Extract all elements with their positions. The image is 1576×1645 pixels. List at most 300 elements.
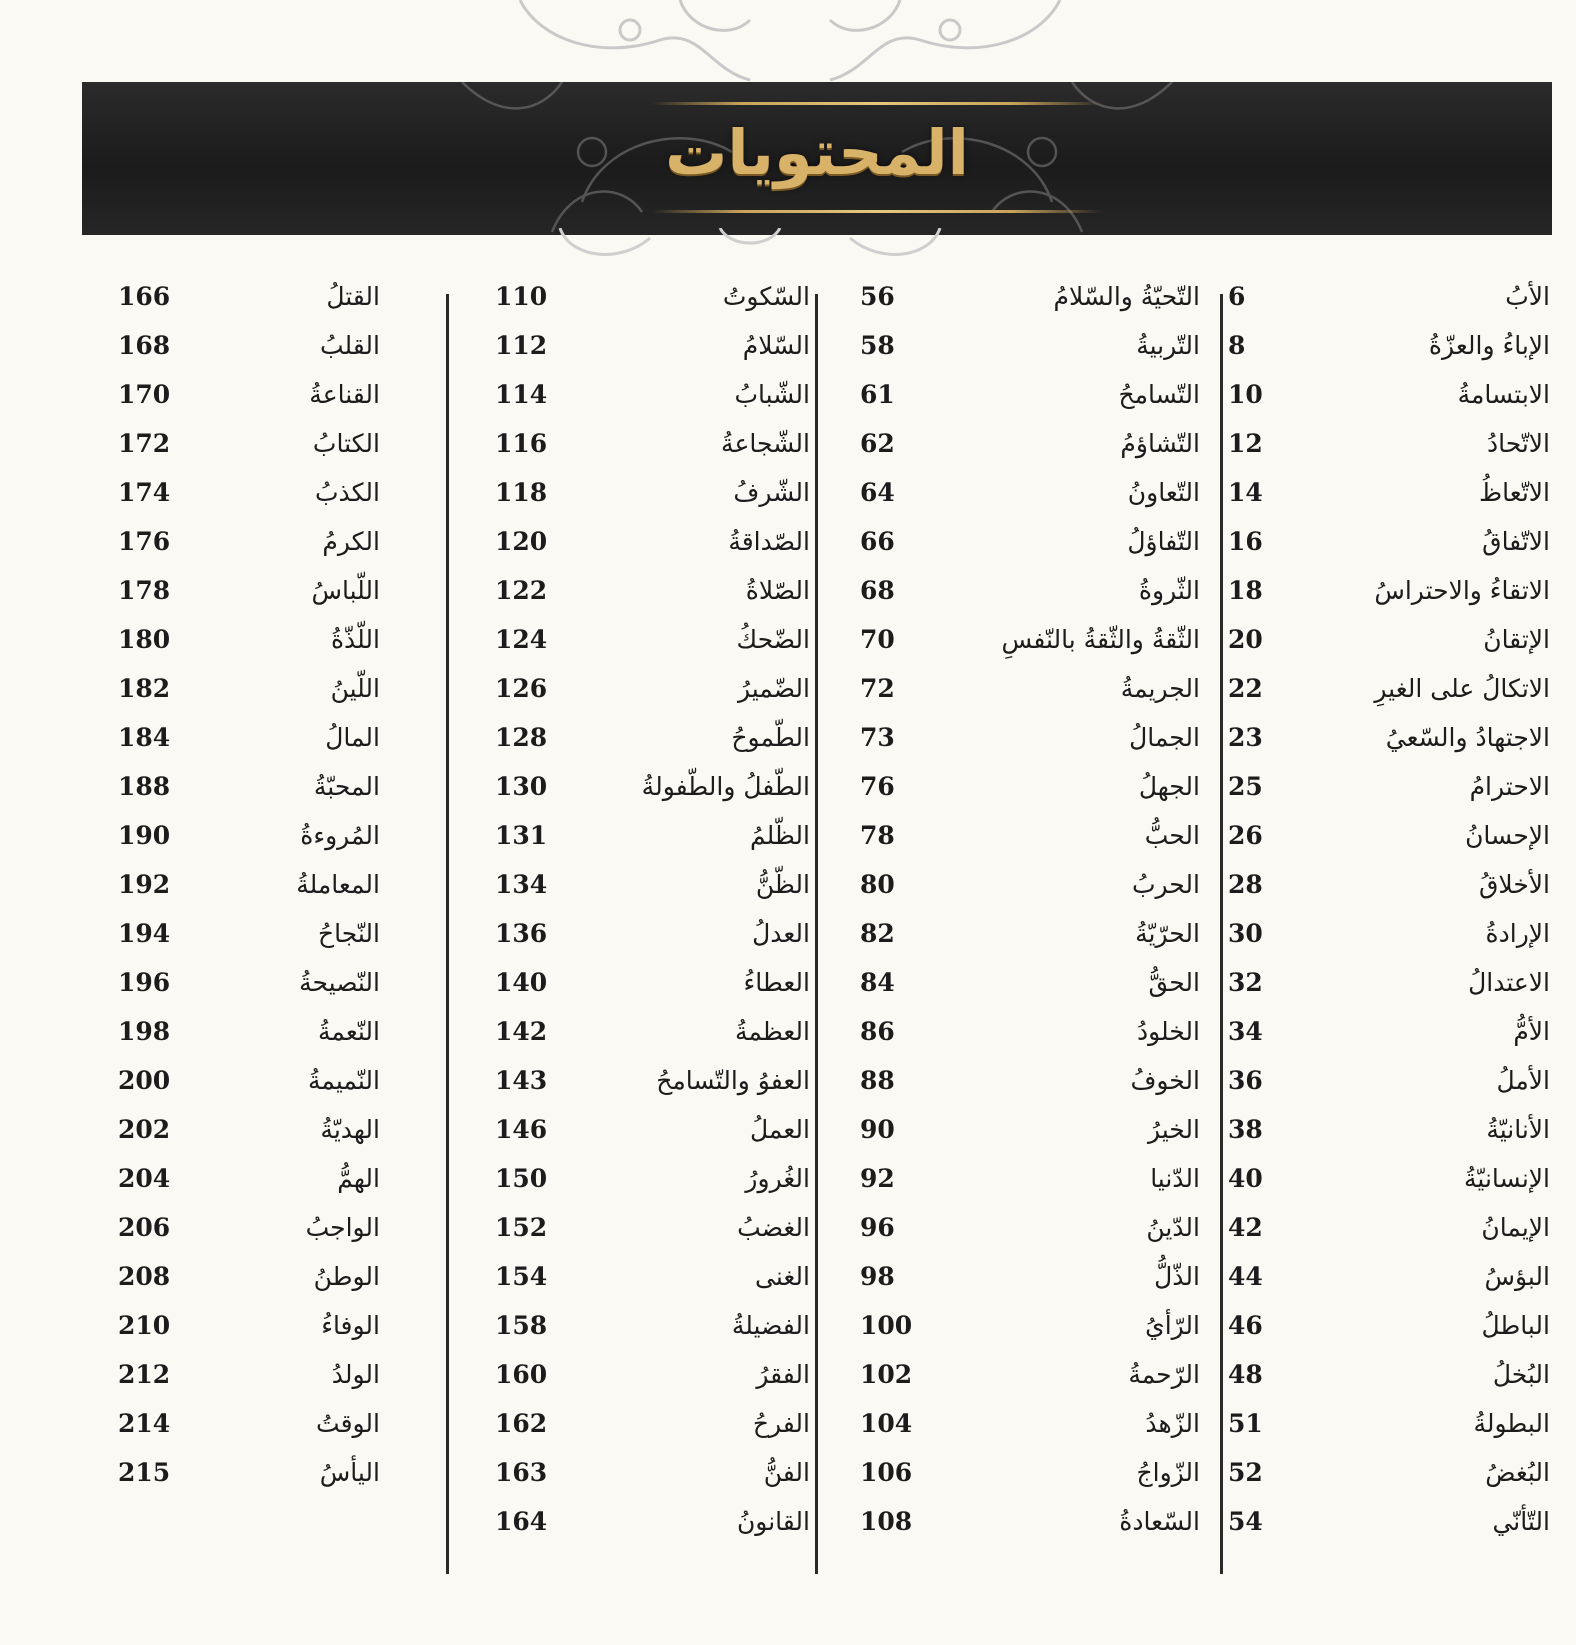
toc-entry	[1220, 821, 1550, 870]
toc-entry	[475, 1213, 810, 1262]
toc-entry	[1220, 870, 1550, 919]
toc-entry-page-number: 194	[118, 919, 171, 948]
toc-entry-page-number: 28	[1228, 870, 1263, 899]
toc-entry	[110, 1213, 380, 1262]
toc-entry-title: الإباءُ والعزّةُ	[1428, 331, 1550, 360]
toc-entry-title: الخلودُ	[1136, 1017, 1200, 1046]
toc-column-3	[475, 282, 810, 1592]
toc-entry-title: البؤسُ	[1484, 1262, 1550, 1291]
toc-entry-title: النّصيحةُ	[299, 968, 380, 997]
toc-entry	[110, 1360, 380, 1409]
toc-entry-title: الحبُّ	[1144, 821, 1200, 850]
toc-entry	[845, 1115, 1200, 1164]
toc-entry-title: البُخلُ	[1492, 1360, 1550, 1389]
toc-entry-title: الإرادةُ	[1485, 919, 1550, 948]
toc-entry	[475, 1507, 810, 1556]
toc-entry-page-number: 52	[1228, 1458, 1263, 1487]
toc-entry-page-number: 102	[860, 1360, 913, 1389]
toc-entry-title: الخوفُ	[1130, 1066, 1200, 1095]
toc-entry-title: التّشاؤمُ	[1120, 429, 1200, 458]
toc-entry	[845, 429, 1200, 478]
toc-entry	[110, 1458, 380, 1507]
toc-entry-page-number: 122	[495, 576, 548, 605]
toc-entry	[475, 576, 810, 625]
toc-entry	[1220, 968, 1550, 1017]
toc-entry	[845, 331, 1200, 380]
toc-entry-page-number: 34	[1228, 1017, 1263, 1046]
toc-entry	[475, 674, 810, 723]
toc-entry-page-number: 40	[1228, 1164, 1263, 1193]
toc-entry-page-number: 20	[1228, 625, 1263, 654]
toc-entry-page-number: 163	[495, 1458, 548, 1487]
toc-entry	[110, 429, 380, 478]
toc-entry-page-number: 18	[1228, 576, 1263, 605]
toc-entry-page-number: 112	[495, 331, 548, 360]
toc-entry-page-number: 56	[860, 282, 895, 311]
toc-entry	[1220, 282, 1550, 331]
toc-entry-page-number: 64	[860, 478, 895, 507]
toc-entry-page-number: 182	[118, 674, 171, 703]
toc-entry	[845, 1507, 1200, 1556]
toc-entry-title: الغضبُ	[737, 1213, 810, 1242]
toc-entry	[110, 380, 380, 429]
toc-entry-page-number: 110	[495, 282, 548, 311]
toc-entry-page-number: 146	[495, 1115, 548, 1144]
flourish-bottom-icon	[520, 228, 980, 268]
toc-entry-title: التّأنّي	[1492, 1507, 1550, 1536]
toc-entry-page-number: 160	[495, 1360, 548, 1389]
toc-entry-page-number: 158	[495, 1311, 548, 1340]
toc-entry-title: الوفاءُ	[321, 1311, 380, 1340]
toc-entry-title: الشّرفُ	[733, 478, 810, 507]
toc-entry	[475, 1164, 810, 1213]
toc-entry-title: الطّفلُ والطّفولةُ	[641, 772, 810, 801]
toc-entry-page-number: 118	[495, 478, 548, 507]
toc-entry	[845, 380, 1200, 429]
toc-entry-title: الوطنُ	[313, 1262, 380, 1291]
toc-entry-page-number: 206	[118, 1213, 171, 1242]
toc-entry-title: الكتابُ	[312, 429, 380, 458]
toc-entry	[110, 1262, 380, 1311]
toc-entry	[475, 380, 810, 429]
toc-entry-title: التّفاؤلُ	[1127, 527, 1200, 556]
toc-entry-page-number: 46	[1228, 1311, 1263, 1340]
toc-entry	[110, 527, 380, 576]
toc-entry	[475, 1262, 810, 1311]
toc-entry-page-number: 62	[860, 429, 895, 458]
toc-entry	[110, 772, 380, 821]
toc-entry-page-number: 48	[1228, 1360, 1263, 1389]
toc-entry-title: الكرمُ	[322, 527, 380, 556]
toc-entry-title: الاتّفاقُ	[1482, 527, 1550, 556]
toc-entry-title: الضّحكُ	[736, 625, 810, 654]
toc-entry-title: السّكوتُ	[722, 282, 810, 311]
toc-column-1	[1220, 282, 1550, 1592]
toc-entry-title: التّعاونُ	[1127, 478, 1200, 507]
toc-entry	[110, 1409, 380, 1458]
toc-entry-title: السّلامُ	[742, 331, 810, 360]
toc-entry	[475, 772, 810, 821]
toc-entry	[845, 527, 1200, 576]
toc-entry	[845, 1311, 1200, 1360]
toc-entry	[475, 821, 810, 870]
toc-entry-title: الحقُّ	[1148, 968, 1200, 997]
toc-entry-page-number: 104	[860, 1409, 913, 1438]
toc-entry-title: الأمُّ	[1513, 1017, 1550, 1046]
banner-top-rule	[652, 102, 1102, 105]
toc-entry-title: الدّنيا	[1150, 1164, 1200, 1193]
toc-entry-page-number: 16	[1228, 527, 1263, 556]
toc-entry-page-number: 58	[860, 331, 895, 360]
toc-entry-title: الأبُ	[1505, 282, 1550, 311]
toc-column-2	[845, 282, 1200, 1592]
toc-entry-title: الجهلُ	[1138, 772, 1200, 801]
toc-entry-title: البُغضُ	[1485, 1458, 1550, 1487]
toc-entry-title: الجريمةُ	[1120, 674, 1200, 703]
page-title: المحتويات	[665, 116, 969, 189]
toc-entry-page-number: 38	[1228, 1115, 1263, 1144]
toc-entry-page-number: 6	[1228, 282, 1246, 311]
toc-entry-page-number: 73	[860, 723, 895, 752]
toc-entry	[110, 1311, 380, 1360]
toc-entry-title: النّجاحُ	[318, 919, 380, 948]
toc-entry-title: الخيرُ	[1147, 1115, 1200, 1144]
toc-entry-page-number: 198	[118, 1017, 171, 1046]
toc-entry-title: اللّباسُ	[311, 576, 380, 605]
toc-entry	[475, 919, 810, 968]
toc-entry-title: الوقتُ	[316, 1409, 380, 1438]
toc-entry-page-number: 128	[495, 723, 548, 752]
toc-entry-page-number: 130	[495, 772, 548, 801]
toc-entry	[110, 919, 380, 968]
toc-entry-page-number: 36	[1228, 1066, 1263, 1095]
table-of-contents	[110, 282, 1550, 1592]
toc-entry-page-number: 78	[860, 821, 895, 850]
toc-entry	[845, 1262, 1200, 1311]
toc-entry-page-number: 124	[495, 625, 548, 654]
toc-entry	[845, 1017, 1200, 1066]
toc-entry-page-number: 204	[118, 1164, 171, 1193]
toc-entry	[1220, 625, 1550, 674]
toc-entry-title: الابتسامةُ	[1457, 380, 1550, 409]
toc-entry-title: التّسامحُ	[1118, 380, 1200, 409]
toc-entry	[1220, 1164, 1550, 1213]
toc-entry-title: اللّينُ	[330, 674, 380, 703]
toc-entry-title: الرّأيُ	[1145, 1311, 1200, 1340]
toc-entry-page-number: 202	[118, 1115, 171, 1144]
toc-entry-title: اللّذّةُ	[330, 625, 380, 654]
toc-entry	[845, 821, 1200, 870]
toc-entry-title: الشّجاعةُ	[721, 429, 810, 458]
toc-entry-page-number: 178	[118, 576, 171, 605]
toc-entry	[1220, 1507, 1550, 1556]
toc-entry-page-number: 114	[495, 380, 548, 409]
toc-entry	[475, 331, 810, 380]
toc-entry	[110, 331, 380, 380]
toc-entry-title: الجمالُ	[1129, 723, 1200, 752]
toc-entry	[110, 1017, 380, 1066]
toc-entry-title: العملُ	[749, 1115, 810, 1144]
toc-entry-title: النّعمةُ	[317, 1017, 380, 1046]
toc-entry-title: الصّلاةُ	[745, 576, 810, 605]
toc-entry-title: العظمةُ	[735, 1017, 810, 1046]
toc-entry	[110, 625, 380, 674]
toc-entry-title: الاتقاءُ والاحتراسُ	[1374, 576, 1550, 605]
toc-entry	[1220, 1066, 1550, 1115]
toc-entry	[1220, 429, 1550, 478]
toc-entry-title: اليأسُ	[319, 1458, 380, 1487]
toc-entry	[110, 576, 380, 625]
toc-entry-title: الظّنُّ	[755, 870, 810, 899]
toc-entry	[845, 478, 1200, 527]
toc-entry	[110, 870, 380, 919]
toc-entry-title: الغنى	[754, 1262, 810, 1291]
toc-entry-page-number: 44	[1228, 1262, 1263, 1291]
toc-entry	[110, 968, 380, 1017]
toc-entry-page-number: 42	[1228, 1213, 1263, 1242]
toc-entry-page-number: 54	[1228, 1507, 1263, 1536]
toc-entry	[1220, 772, 1550, 821]
toc-entry-title: الفنُّ	[763, 1458, 810, 1487]
toc-entry	[475, 429, 810, 478]
toc-entry-page-number: 26	[1228, 821, 1263, 850]
toc-entry	[845, 1458, 1200, 1507]
toc-entry	[1220, 1115, 1550, 1164]
toc-entry	[845, 282, 1200, 331]
toc-entry-page-number: 108	[860, 1507, 913, 1536]
toc-entry-page-number: 12	[1228, 429, 1263, 458]
toc-entry-title: الإيمانُ	[1481, 1213, 1550, 1242]
banner-bottom-rule	[652, 210, 1102, 213]
toc-entry-page-number: 208	[118, 1262, 171, 1291]
toc-entry	[845, 1164, 1200, 1213]
toc-entry	[1220, 723, 1550, 772]
toc-entry-title: المُروءةُ	[300, 821, 380, 850]
toc-entry-title: الضّميرُ	[737, 674, 810, 703]
toc-entry-page-number: 14	[1228, 478, 1263, 507]
toc-entry-page-number: 51	[1228, 1409, 1263, 1438]
toc-entry-page-number: 212	[118, 1360, 171, 1389]
toc-entry-page-number: 126	[495, 674, 548, 703]
toc-entry-title: الإنسانيّةُ	[1464, 1164, 1550, 1193]
toc-entry-page-number: 68	[860, 576, 895, 605]
toc-entry	[475, 1017, 810, 1066]
toc-entry-page-number: 22	[1228, 674, 1263, 703]
toc-entry-title: الظّلمُ	[750, 821, 810, 850]
toc-entry-title: الثّقةُ والثّقةُ بالنّفسِ	[1001, 625, 1200, 654]
toc-entry-title: المعاملةُ	[296, 870, 380, 899]
column-divider	[1220, 294, 1223, 1574]
toc-entry-page-number: 184	[118, 723, 171, 752]
toc-entry-title: العدلُ	[752, 919, 810, 948]
toc-entry-title: البطولةُ	[1473, 1409, 1550, 1438]
toc-entry	[475, 968, 810, 1017]
toc-entry-title: الزّواجُ	[1136, 1458, 1200, 1487]
toc-entry-page-number: 200	[118, 1066, 171, 1095]
toc-entry-title: الشّبابُ	[734, 380, 810, 409]
toc-entry-page-number: 76	[860, 772, 895, 801]
toc-entry-page-number: 172	[118, 429, 171, 458]
toc-entry-title: الحرّيّةُ	[1135, 919, 1200, 948]
toc-entry	[475, 1066, 810, 1115]
toc-entry	[110, 1115, 380, 1164]
toc-entry	[845, 870, 1200, 919]
toc-entry-page-number: 120	[495, 527, 548, 556]
toc-entry	[845, 968, 1200, 1017]
toc-entry-title: الواجبُ	[305, 1213, 380, 1242]
toc-entry	[475, 870, 810, 919]
toc-entry-title: الاتّعاظُ	[1479, 478, 1550, 507]
toc-entry	[110, 282, 380, 331]
flourish-ornament-icon	[480, 0, 1100, 90]
toc-entry-title: القناعةُ	[309, 380, 380, 409]
toc-entry	[110, 821, 380, 870]
toc-entry-page-number: 154	[495, 1262, 548, 1291]
toc-entry	[1220, 1360, 1550, 1409]
toc-entry-page-number: 106	[860, 1458, 913, 1487]
toc-entry	[845, 723, 1200, 772]
toc-entry	[475, 1115, 810, 1164]
toc-entry	[475, 478, 810, 527]
toc-entry-title: الاحترامُ	[1469, 772, 1550, 801]
toc-entry	[110, 478, 380, 527]
toc-entry	[1220, 1409, 1550, 1458]
toc-entry-title: الأنانيّةُ	[1486, 1115, 1550, 1144]
toc-entry	[1220, 527, 1550, 576]
toc-entry-title: التّربيةُ	[1136, 331, 1200, 360]
toc-entry-title: الذّلُّ	[1154, 1262, 1200, 1291]
toc-entry-title: الاجتهادُ والسّعيُ	[1385, 723, 1550, 752]
toc-entry	[475, 1409, 810, 1458]
toc-entry	[845, 772, 1200, 821]
toc-entry-page-number: 61	[860, 380, 895, 409]
toc-entry	[1220, 1213, 1550, 1262]
toc-entry-title: التّحيّةُ والسّلامُ	[1053, 282, 1200, 311]
toc-entry-page-number: 66	[860, 527, 895, 556]
toc-entry-page-number: 174	[118, 478, 171, 507]
toc-entry-page-number: 150	[495, 1164, 548, 1193]
toc-entry	[845, 1213, 1200, 1262]
toc-entry-title: السّعادةُ	[1119, 1507, 1200, 1536]
toc-entry	[845, 1409, 1200, 1458]
toc-entry-title: الإحسانُ	[1465, 821, 1550, 850]
toc-entry-page-number: 116	[495, 429, 548, 458]
toc-entry-title: الصّداقةُ	[728, 527, 810, 556]
toc-entry-title: الفضيلةُ	[731, 1311, 810, 1340]
toc-entry	[845, 674, 1200, 723]
toc-entry	[1220, 380, 1550, 429]
toc-entry	[1220, 1262, 1550, 1311]
toc-entry-title: الباطلُ	[1481, 1311, 1550, 1340]
toc-entry-page-number: 170	[118, 380, 171, 409]
toc-entry-title: الدّينُ	[1146, 1213, 1200, 1242]
toc-entry-title: الكذبُ	[314, 478, 380, 507]
toc-entry-page-number: 10	[1228, 380, 1263, 409]
toc-entry	[845, 625, 1200, 674]
toc-entry	[845, 576, 1200, 625]
toc-entry-title: الهديّةُ	[320, 1115, 380, 1144]
toc-entry-title: الطّموحُ	[731, 723, 810, 752]
toc-entry-title: الثّروةُ	[1138, 576, 1200, 605]
toc-entry	[475, 282, 810, 331]
toc-entry	[475, 625, 810, 674]
toc-entry-title: المحبّةُ	[313, 772, 380, 801]
toc-entry-page-number: 152	[495, 1213, 548, 1242]
toc-entry	[1220, 576, 1550, 625]
toc-entry	[1220, 1458, 1550, 1507]
toc-entry-page-number: 188	[118, 772, 171, 801]
toc-entry-title: الفقرُ	[756, 1360, 810, 1389]
toc-entry-page-number: 23	[1228, 723, 1263, 752]
toc-entry-page-number: 140	[495, 968, 548, 997]
toc-entry	[1220, 674, 1550, 723]
toc-entry-title: الاتكالُ على الغيرِ	[1374, 674, 1550, 703]
toc-entry-title: الحربُ	[1131, 870, 1200, 899]
toc-entry-title: العفوُ والتّسامحُ	[656, 1066, 810, 1095]
toc-entry	[1220, 1311, 1550, 1360]
column-divider	[815, 294, 818, 1574]
toc-entry	[475, 1360, 810, 1409]
toc-entry-title: الزّهدُ	[1145, 1409, 1200, 1438]
toc-entry-title: العطاءُ	[743, 968, 810, 997]
toc-entry-page-number: 84	[860, 968, 895, 997]
toc-entry-page-number: 215	[118, 1458, 171, 1487]
toc-entry-page-number: 190	[118, 821, 171, 850]
toc-entry	[1220, 1017, 1550, 1066]
toc-entry-page-number: 166	[118, 282, 171, 311]
toc-entry	[845, 1360, 1200, 1409]
toc-entry-page-number: 134	[495, 870, 548, 899]
toc-entry-page-number: 92	[860, 1164, 895, 1193]
toc-entry-page-number: 88	[860, 1066, 895, 1095]
toc-entry-page-number: 192	[118, 870, 171, 899]
toc-entry-page-number: 168	[118, 331, 171, 360]
toc-entry-page-number: 98	[860, 1262, 895, 1291]
toc-entry	[475, 1311, 810, 1360]
toc-entry-page-number: 176	[118, 527, 171, 556]
toc-entry-title: الاعتدالُ	[1468, 968, 1550, 997]
toc-entry-title: القلبُ	[319, 331, 380, 360]
toc-entry-title: المالُ	[325, 723, 380, 752]
toc-entry	[110, 1164, 380, 1213]
toc-entry-page-number: 30	[1228, 919, 1263, 948]
toc-entry-page-number: 25	[1228, 772, 1263, 801]
toc-entry-page-number: 72	[860, 674, 895, 703]
toc-entry-title: الهمُّ	[337, 1164, 380, 1193]
toc-entry-title: الأملُ	[1496, 1066, 1550, 1095]
toc-entry-page-number: 162	[495, 1409, 548, 1438]
toc-entry-page-number: 180	[118, 625, 171, 654]
toc-entry-title: النّميمةُ	[308, 1066, 380, 1095]
toc-entry-page-number: 131	[495, 821, 548, 850]
toc-entry-title: الرّحمةُ	[1128, 1360, 1200, 1389]
toc-entry-page-number: 82	[860, 919, 895, 948]
contents-banner	[82, 82, 1552, 235]
toc-entry-page-number: 70	[860, 625, 895, 654]
toc-entry-title: الإتقانُ	[1483, 625, 1550, 654]
toc-entry	[845, 919, 1200, 968]
toc-entry-page-number: 210	[118, 1311, 171, 1340]
toc-entry-title: الولدُ	[331, 1360, 380, 1389]
toc-entry-page-number: 96	[860, 1213, 895, 1242]
toc-entry-page-number: 143	[495, 1066, 548, 1095]
toc-entry-title: القتلُ	[326, 282, 380, 311]
toc-entry-title: الاتّحادُ	[1486, 429, 1550, 458]
toc-entry-title: الفرحُ	[752, 1409, 810, 1438]
toc-entry-page-number: 196	[118, 968, 171, 997]
toc-entry	[110, 1066, 380, 1115]
toc-entry-title: القانونُ	[736, 1507, 810, 1536]
